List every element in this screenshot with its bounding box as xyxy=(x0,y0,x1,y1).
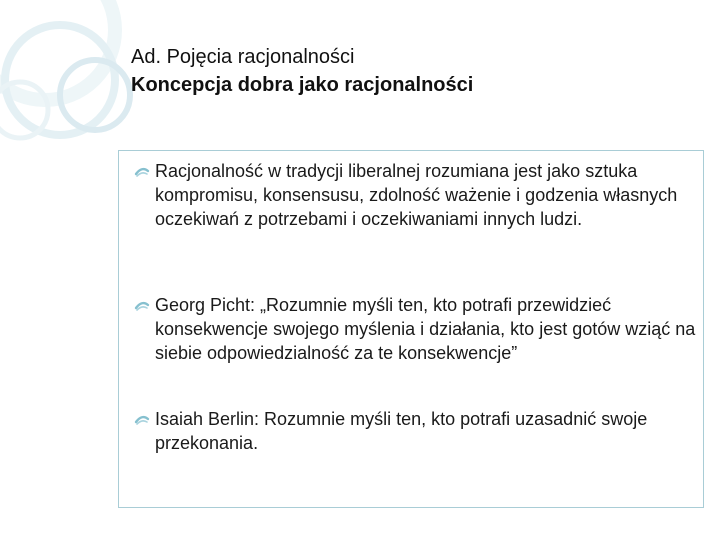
bullet-item-1 xyxy=(155,159,703,231)
content-box xyxy=(118,150,704,508)
curved-bullet-icon xyxy=(133,407,151,431)
bullet-text-3: Isaiah Berlin: Rozumnie myśli ten, kto potrafi uzasadnić swoje przekonania. xyxy=(155,409,648,453)
curved-bullet-icon xyxy=(133,293,151,317)
bullet-item-3 xyxy=(155,407,703,455)
curved-bullet-icon xyxy=(133,159,151,183)
bullet-text-2: Georg Picht: „Rozumnie myśli ten, kto potrafi przewidzieć konsekwencje swojego myślenia i działania, kto jest gotów wziąć na siebie odpowiedzialność za te konsekwencje” xyxy=(155,295,696,363)
title-line-1: Ad. Pojęcia racjonalności xyxy=(131,46,355,68)
slide-title xyxy=(131,43,473,99)
title-line-2: Koncepcja dobra jako racjonalności xyxy=(131,74,474,96)
concentric-rings-decoration xyxy=(0,0,140,160)
bullet-item-2 xyxy=(155,293,703,365)
bullet-text-1: Racjonalność w tradycji liberalnej rozumiana jest jako sztuka kompromisu, konsensusu, zdolność ważenie i godzenia własnych oczekiwań z potrzebami i oczekiwaniami innych ludzi. xyxy=(155,161,678,229)
